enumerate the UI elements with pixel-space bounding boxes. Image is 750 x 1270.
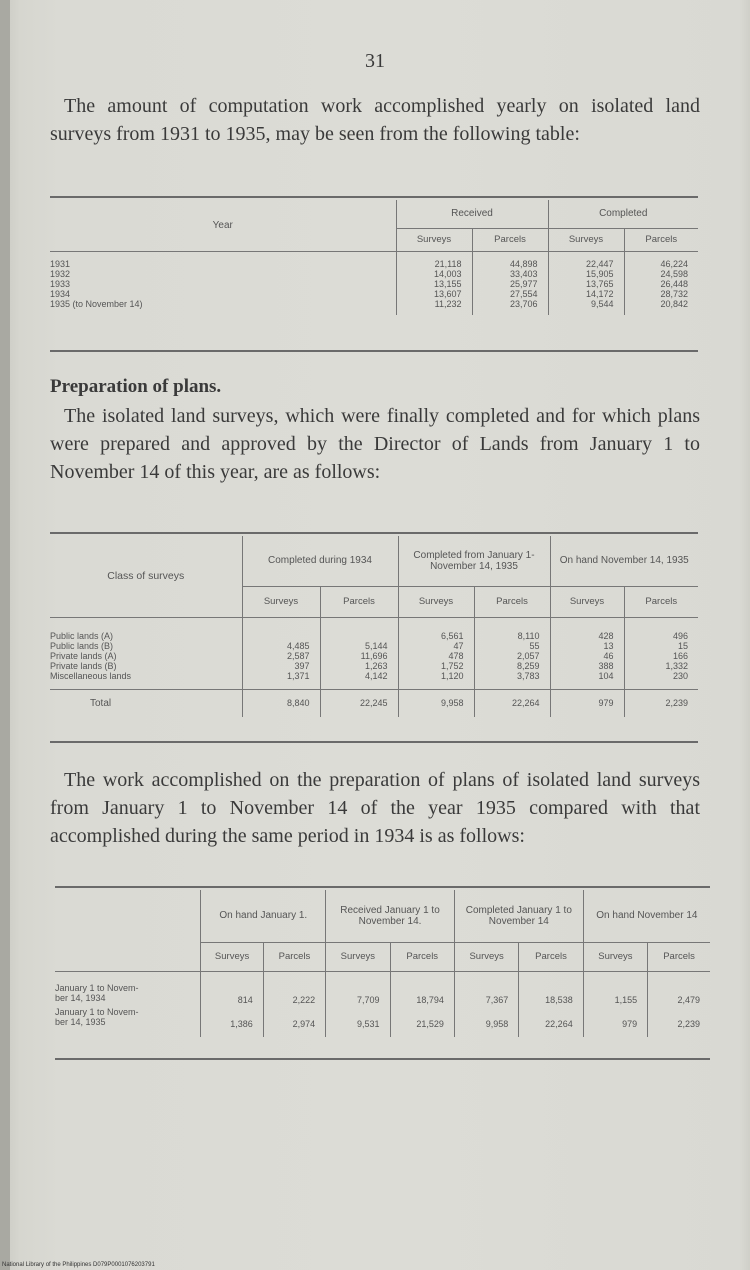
table2-onhand-surveys-column [550, 631, 624, 681]
table2-plans-approved [50, 536, 698, 717]
table-cell: 15 [677, 641, 688, 651]
table3-header-received: Received January 1 to November 14. [326, 890, 455, 942]
table2-class-column [50, 631, 242, 681]
table2-sub-parcels: Parcels [624, 586, 698, 617]
table2-sub-parcels: Parcels [474, 586, 550, 617]
table3-header-completed: Completed January 1 to November 14 [454, 890, 583, 942]
table-row-label: Miscellaneous lands [50, 671, 132, 681]
table1-year-column [50, 259, 396, 309]
table-cell: 428 [598, 631, 614, 641]
table-cell: 33,403 [509, 269, 538, 279]
table3-header-on-hand-january: On hand January 1. [201, 890, 326, 942]
table-cell: 27,554 [509, 289, 538, 299]
table2-1935-parcels-column [474, 631, 550, 681]
table1-sub-parcels: Parcels [624, 228, 698, 251]
table2-1934-surveys-column [242, 631, 320, 681]
table-row-label: 1933 [50, 279, 71, 289]
table2-top-rule [50, 532, 698, 534]
table-cell: 18,538 [519, 981, 583, 1005]
table-cell: 397 [294, 661, 310, 671]
table-cell: 7,367 [454, 981, 518, 1005]
plans-paragraph: The isolated land surveys, which were finally completed and for which plans were prepared and approved by the Director of Lands from January 1 to November 14 of this year, are as follows: [50, 405, 700, 483]
table3-sub-parcels: Parcels [519, 942, 583, 971]
table-cell: 11,696 [360, 651, 388, 661]
library-stamp: National Library of the Philippines D079P0001076203791 [2, 1262, 155, 1268]
table-cell: 979 [550, 689, 624, 717]
table-cell: 22,264 [474, 689, 550, 717]
table-cell: 20,842 [660, 299, 688, 309]
table1-sub-surveys: Surveys [396, 228, 472, 251]
table-cell: 2,239 [648, 1005, 710, 1029]
table1-sub-parcels: Parcels [472, 228, 548, 251]
table-cell: 3,783 [516, 671, 540, 681]
table-row-label: 1935 (to November 14) [50, 299, 143, 309]
table-cell: 979 [583, 1005, 647, 1029]
table-cell: 814 [201, 981, 263, 1005]
table-cell: 2,222 [263, 981, 325, 1005]
table-cell: 47 [453, 641, 464, 651]
table1-header-year: Year [212, 219, 233, 231]
table-cell: 44,898 [509, 259, 538, 269]
table-cell: 7,709 [326, 981, 390, 1005]
table-row-label: Public lands (B) [50, 641, 114, 651]
compare-paragraph: The work accomplished on the preparation of plans of isolated land surveys from January 1 to November 14 of the year 1935 compared with that accomplished during the same period in 1934 is as follows: [50, 769, 700, 847]
table-cell: 11,232 [434, 299, 462, 309]
table2-total-row [50, 689, 698, 717]
table-cell: 166 [672, 651, 688, 661]
table2-sub-parcels: Parcels [320, 586, 398, 617]
table-row-label: Private lands (B) [50, 661, 117, 671]
table-cell: 9,544 [590, 299, 614, 309]
table-cell: 25,977 [509, 279, 538, 289]
table-cell: 2,974 [263, 1005, 325, 1029]
table-cell: 14,172 [585, 289, 614, 299]
table2-total-label: Total [90, 697, 112, 709]
section-heading: Preparation of plans. [50, 376, 222, 397]
table-cell: 1,332 [665, 661, 688, 671]
table-cell: 24,598 [660, 269, 688, 279]
table-cell: 4,142 [364, 671, 388, 681]
table-cell: 2,587 [286, 651, 310, 661]
table-cell: 478 [448, 651, 464, 661]
table-cell: 21,118 [434, 259, 462, 269]
table-cell: 22,264 [519, 1005, 583, 1029]
table3-comparison [55, 890, 710, 1037]
table2-onhand-parcels-column [624, 631, 698, 681]
table-row-label: Public lands (A) [50, 631, 114, 641]
table3-header-on-hand-november: On hand November 14 [583, 890, 710, 942]
table-row [55, 981, 710, 1005]
row-label-line2: ber 14, 1934 [55, 993, 106, 1003]
book-spine-edge [0, 0, 10, 1270]
table2-sub-surveys: Surveys [242, 586, 320, 617]
table-cell: 28,732 [660, 289, 688, 299]
table-cell: 23,706 [509, 299, 538, 309]
table1-header-completed: Completed [548, 200, 698, 228]
table-cell: 4,485 [286, 641, 310, 651]
table3-top-rule [55, 886, 710, 888]
table1-sub-surveys: Surveys [548, 228, 624, 251]
table2-1935-surveys-column [398, 631, 474, 681]
table-cell: 26,448 [660, 279, 688, 289]
table-cell: 18,794 [390, 981, 454, 1005]
table-cell [321, 631, 388, 641]
table-cell: 104 [598, 671, 614, 681]
table2-sub-surveys: Surveys [398, 586, 474, 617]
table-cell: 1,752 [440, 661, 464, 671]
table3-row-label [55, 981, 201, 1005]
table-cell: 6,561 [440, 631, 464, 641]
table-cell: 13,765 [585, 279, 614, 289]
table1-completed-parcels-column [624, 259, 698, 309]
table3-sub-surveys: Surveys [326, 942, 390, 971]
table-cell: 46 [603, 651, 614, 661]
intro-paragraph: The amount of computation work accomplished yearly on isolated land surveys from 1931 to 1935, may be seen from the following table: [50, 95, 700, 145]
table3-sub-surveys: Surveys [583, 942, 647, 971]
table-cell: 1,263 [364, 661, 388, 671]
table-cell: 13 [603, 641, 614, 651]
table1-received-surveys-column [396, 259, 472, 309]
table3-sub-surveys: Surveys [454, 942, 518, 971]
table-cell: 55 [529, 641, 540, 651]
table1-header-received: Received [396, 200, 548, 228]
table-row-label: 1934 [50, 289, 71, 299]
row-label-line1: January 1 to Novem- [55, 983, 139, 993]
table-cell: 1,120 [440, 671, 464, 681]
table2-sub-surveys: Surveys [550, 586, 624, 617]
table-cell: 496 [672, 631, 688, 641]
table-cell: 13,607 [433, 289, 462, 299]
table1-received-parcels-column [472, 259, 548, 309]
table3-sub-parcels: Parcels [263, 942, 325, 971]
table1-completed-surveys-column [548, 259, 624, 309]
table2-bottom-rule [50, 741, 698, 743]
table-cell: 230 [672, 671, 688, 681]
table1-bottom-rule [50, 350, 698, 352]
table-cell: 2,239 [624, 689, 698, 717]
table-cell: 8,840 [242, 689, 320, 717]
table-row-label: Private lands (A) [50, 651, 117, 661]
table3-sub-parcels: Parcels [390, 942, 454, 971]
table-cell: 2,479 [648, 981, 710, 1005]
table3-bottom-rule [55, 1058, 710, 1060]
table3-sub-parcels: Parcels [648, 942, 710, 971]
table-cell: 9,531 [326, 1005, 390, 1029]
table2-header-on-hand: On hand November 14, 1935 [550, 536, 698, 586]
table-cell: 1,386 [201, 1005, 263, 1029]
table2-header-completed-1934: Completed during 1934 [242, 536, 398, 586]
table-cell: 1,155 [583, 981, 647, 1005]
table-cell: 2,057 [516, 651, 540, 661]
table-cell: 8,110 [517, 631, 540, 641]
table1-top-rule [50, 196, 698, 198]
table-cell: 46,224 [660, 259, 688, 269]
table-cell: 388 [598, 661, 614, 671]
table3-sub-surveys: Surveys [201, 942, 263, 971]
table-cell [243, 631, 310, 641]
table2-1934-parcels-column [320, 631, 398, 681]
table1-computation-work [50, 200, 698, 315]
table-cell: 22,245 [320, 689, 398, 717]
row-label-line2: ber 14, 1935 [55, 1017, 106, 1027]
table-cell: 14,003 [433, 269, 462, 279]
table2-header-class: Class of surveys [107, 570, 185, 583]
table-cell: 9,958 [398, 689, 474, 717]
row-label-line1: January 1 to Novem- [55, 1007, 139, 1017]
table-cell: 1,371 [286, 671, 310, 681]
table-row [55, 1005, 710, 1029]
table3-row-label [55, 1005, 201, 1029]
table2-header-completed-1935: Completed from January 1-November 14, 1935 [398, 536, 550, 586]
table-row-label: 1932 [50, 269, 71, 279]
table3-header-blank [55, 890, 201, 971]
table-cell: 9,958 [454, 1005, 518, 1029]
table-cell: 21,529 [390, 1005, 454, 1029]
table-row-label: 1931 [50, 259, 71, 269]
table-cell: 15,905 [585, 269, 614, 279]
table-cell: 22,447 [585, 259, 614, 269]
table-cell: 5,144 [364, 641, 388, 651]
table-cell: 13,155 [433, 279, 462, 289]
page-number: 31 [365, 50, 385, 72]
table-cell: 8,259 [516, 661, 540, 671]
